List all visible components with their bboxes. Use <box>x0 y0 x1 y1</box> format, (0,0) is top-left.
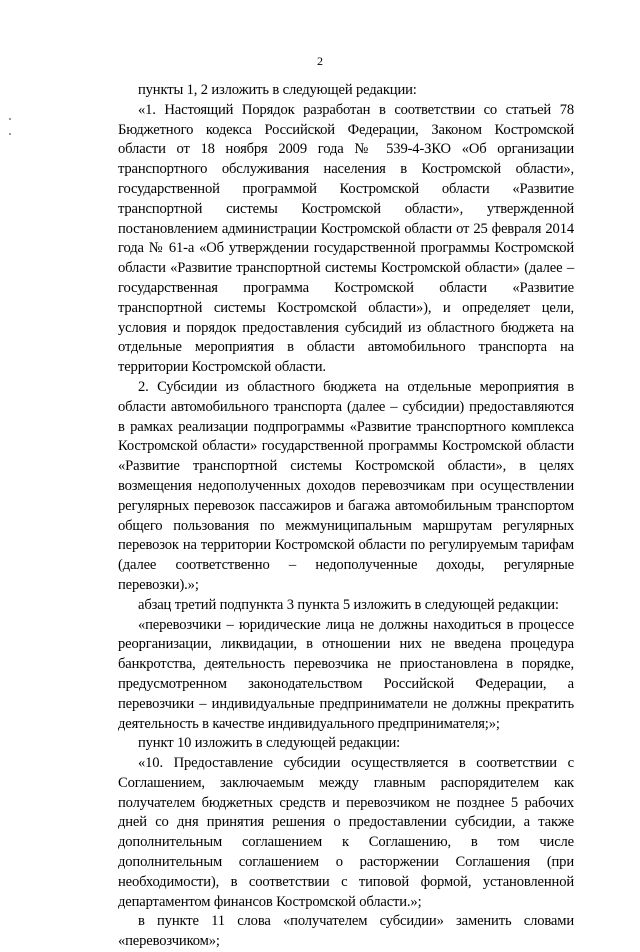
margin-mark <box>9 133 11 135</box>
margin-mark <box>9 118 11 120</box>
document-body <box>118 81 574 952</box>
paragraph-intro: пункты 1, 2 изложить в следующей редакции: <box>138 82 417 98</box>
paragraph-carriers: «перевозчики – юридические лица не должны находиться в процессе реорганизации, ликвидации, в отношении них не введена процедура банкротства, деятельность перевозчика не приостановлена в порядке, предусмотренном законодательством Российской Федерации, а перевозчики – индивидуальные предприниматели не должны прекратить деятельность в качестве индивидуального предпринимателя;»; <box>118 616 574 732</box>
paragraph-amend-5: абзац третий подпункта 3 пункта 5 изложить в следующей редакции: <box>138 596 559 613</box>
paragraph-item-10: «10. Предоставление субсидии осуществляется в соответствии с Соглашением, заключаемым между главным распорядителем как получателем бюджетных средств и перевозчиком не позднее 5 рабочих дней со дня принятия решения о предоставлении субсидии, а также дополнительным соглашением к Соглашению, в том числе дополнительным соглашением о расторжении Соглашения (при необходимости), в соответствии с типовой формой, установленной департаментом финансов Костромской области.»; <box>118 755 574 910</box>
paragraph-item-1: «1. Настоящий Порядок разработан в соответствии со статьей 78 Бюджетного кодекса Российской Федерации, Законом Костромской области от 18 ноября 2009 года № 539-4-ЗКО «Об организации транспортного обслуживания населения в Костромской области», государственной программой Костромской области «Развитие транспортной системы Костромской области», утвержденной постановлением администрации Костромской области от 25 февраля 2014 года № 61-а «Об утверждении государственной программы Костромской области «Развитие транспортной системы Костромской области» (далее – государственная программа Костромской области «Развитие транспортной системы Костромской области»), и определяет цели, условия и порядок предоставления субсидий из областного бюджета на отдельные мероприятия в области автомобильного транспорта на территории Костромской области. <box>118 101 574 376</box>
page-number: 2 <box>317 54 323 68</box>
paragraph-amend-10: пункт 10 изложить в следующей редакции: <box>138 735 401 752</box>
paragraph-amend-11: в пункте 11 слова «получателем субсидии» заменить словами «перевозчиком»; <box>118 913 574 950</box>
paragraph-item-2: 2. Субсидии из областного бюджета на отдельные мероприятия в области автомобильного транспорта (далее – субсидии) предоставляются в рамках реализации подпрограммы «Развитие транспортного комплекса Костромской области» государственной программы Костромской области «Развитие транспортной системы Костромской области», в целях возмещения недополученных доходов перевозчикам при осуществлении регулярных перевозок пассажиров и багажа автомобильным транспортом общего пользования по межмуниципальным маршрутам регулярных перевозок на территории Костромской области по регулируемым тарифам (далее соответственно – недополученные доходы, регулярные перевозки).»; <box>118 378 574 593</box>
